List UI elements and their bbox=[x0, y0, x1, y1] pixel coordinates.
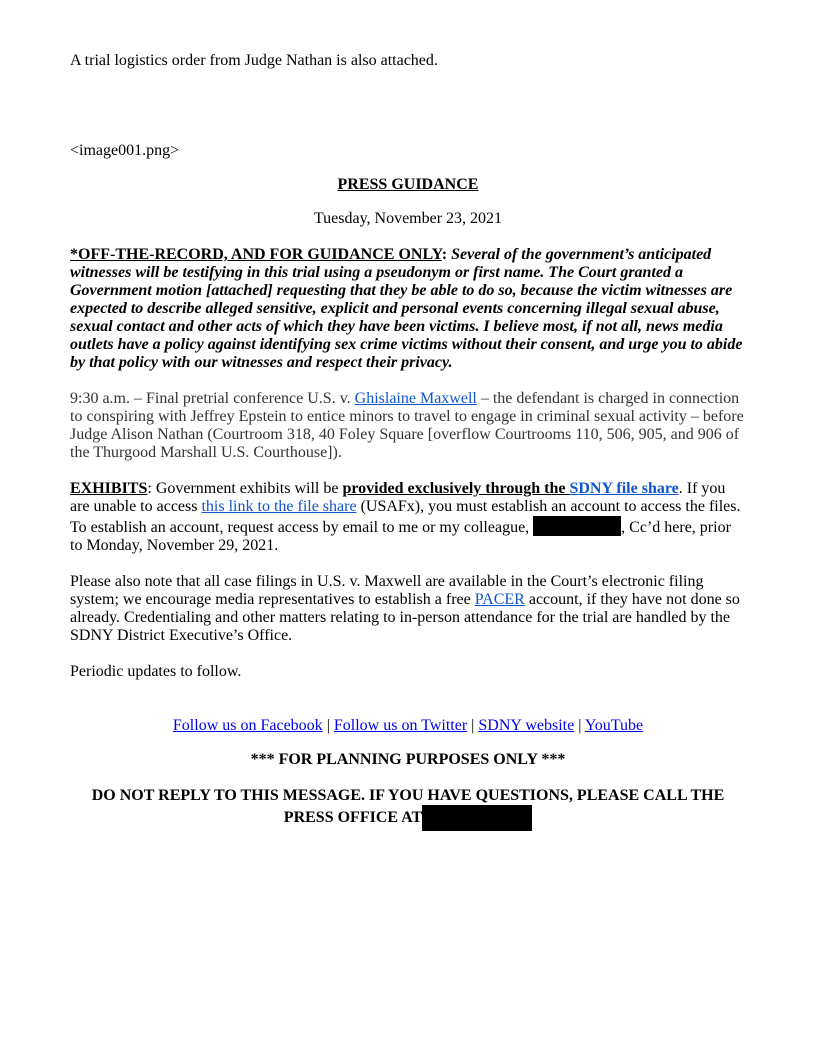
exhibits-bold: provided exclusively through the bbox=[342, 480, 570, 497]
no-reply-line-2: PRESS OFFICE AT bbox=[283, 809, 423, 826]
filings-text-1: Please also note that all case filings in U.S. v. Maxwell are available in the Court’s electronic filing system; we encourage media representatives to establish a free bbox=[70, 573, 704, 608]
facebook-link[interactable]: Follow us on Facebook bbox=[172, 717, 323, 734]
youtube-link[interactable]: YouTube bbox=[584, 717, 644, 734]
file-share-link[interactable]: this link to the file share bbox=[201, 498, 357, 515]
no-reply-line-2-wrap bbox=[70, 805, 746, 831]
filings-paragraph bbox=[70, 573, 746, 645]
off-record-body: Several of the government’s anticipated witnesses will be testifying in this trial using a pseudonym or first name. The Court granted a Government motion [attached] requesting that they be able to do so, because the victim witnesses are expected to describe alleged sensitive, explicit and personal events concerning illegal sexual abuse, sexual contact and other acts of which they have been victims. I believe most, if not all, news media outlets have a policy against identifying sex crime victims without their consent, and urge you to abide by that policy with our witnesses and respect their privacy. bbox=[70, 246, 743, 371]
exhibits-label: EXHIBITS bbox=[70, 480, 148, 497]
conference-prefix: 9:30 a.m. – Final pretrial conference U.S. v. bbox=[70, 390, 355, 407]
exhibits-text-1: : Government exhibits will be bbox=[147, 480, 343, 497]
updates-text: Periodic updates to follow. bbox=[70, 663, 242, 680]
no-reply-notice bbox=[70, 787, 746, 831]
sdny-file-share-link[interactable]: SDNY file share bbox=[569, 480, 679, 497]
off-record-paragraph bbox=[70, 246, 746, 372]
sdny-website-link[interactable]: SDNY website bbox=[478, 717, 575, 734]
social-links bbox=[70, 717, 746, 735]
press-date: Tuesday, November 23, 2021 bbox=[313, 210, 503, 227]
filings-text-2: account, if they have not done so already. Credentialing and other matters relating to in-person attendance for the trial are handled by the SDNY District Executive’s Office. bbox=[70, 591, 740, 644]
off-record-colon: : bbox=[441, 246, 448, 263]
intro-text: A trial logistics order from Judge Nathan is also attached. bbox=[70, 52, 438, 69]
press-guidance-title: PRESS GUIDANCE bbox=[337, 176, 479, 193]
social-separator: | bbox=[574, 717, 585, 734]
image-placeholder: <image001.png> bbox=[70, 142, 180, 159]
exhibits-text-4: , Cc’d here, prior to Monday, November 29, 2021. bbox=[70, 519, 731, 554]
twitter-link[interactable]: Follow us on Twitter bbox=[333, 717, 468, 734]
exhibits-paragraph bbox=[70, 480, 746, 555]
conference-suffix: – the defendant is charged in connection to conspiring with Jeffrey Epstein to entice minors to travel to engage in criminal sexual activity – before Judge Alison Nathan (Courtroom 318, 40 Foley Square [overflow Courtrooms 110, 506, 905, and 906 of the Thurgood Marshall U.S. Courthouse]). bbox=[70, 390, 744, 461]
exhibits-text-2: . If you are unable to access bbox=[70, 480, 726, 515]
no-reply-line-1: DO NOT REPLY TO THIS MESSAGE. IF YOU HAVE QUESTIONS, PLEASE CALL THE bbox=[91, 787, 725, 804]
social-separator: | bbox=[322, 717, 334, 734]
redacted-phone bbox=[422, 805, 532, 831]
ghislaine-maxwell-link[interactable]: Ghislaine Maxwell bbox=[354, 390, 477, 407]
exhibits-text-3: (USAFx), you must establish an account to access the files. To establish an account, request access by email to me or my colleague, bbox=[70, 498, 741, 536]
social-separator: | bbox=[467, 717, 479, 734]
off-record-lead: *OFF-THE-RECORD, AND FOR GUIDANCE ONLY bbox=[70, 246, 442, 263]
planning-notice: *** FOR PLANNING PURPOSES ONLY *** bbox=[250, 751, 566, 768]
conference-paragraph bbox=[70, 390, 746, 462]
document-body bbox=[70, 52, 746, 831]
redacted-colleague bbox=[533, 516, 621, 536]
pacer-link[interactable]: PACER bbox=[474, 591, 525, 608]
